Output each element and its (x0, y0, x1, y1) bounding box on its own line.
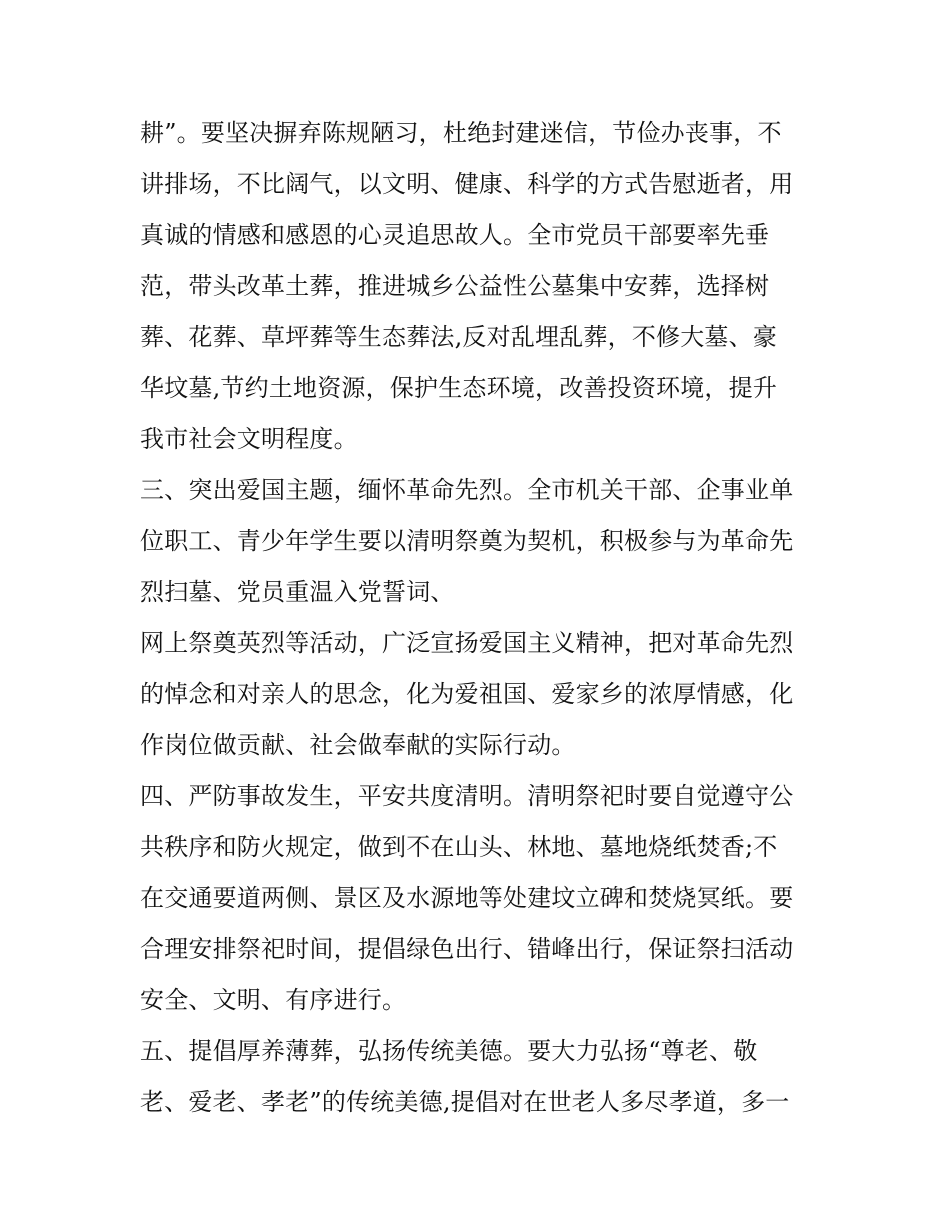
section-heading-line: 五、提倡厚养薄葬，弘扬传统美德。要大力弘扬“尊老、敬 (140, 1037, 758, 1065)
text-line: 耕”。要坚决摒弃陈规陋习，杜绝封建迷信，节俭办丧事，不 (140, 119, 782, 147)
section-heading-line: 四、严防事故发生，平安共度清明。清明祭祀时要自觉遵守公 (140, 782, 794, 810)
text-line: 共秩序和防火规定，做到不在山头、林地、墓地烧纸焚香;不 (140, 833, 778, 861)
text-line: 安全、文明、有序进行。 (140, 986, 407, 1014)
body-text (140, 108, 820, 1128)
text-line: 的悼念和对亲人的思念，化为爱祖国、爱家乡的浓厚情感，化 (140, 680, 794, 708)
text-line: 真诚的情感和感恩的心灵追思故人。全市党员干部要率先垂 (140, 221, 770, 249)
text-line: 位职工、青少年学生要以清明祭奠为契机，积极参与为革命先 (140, 527, 794, 555)
text-line: 作岗位做贡献、社会做奉献的实际行动。 (140, 731, 576, 759)
text-line: 烈扫墓、党员重温入党誓词、 (140, 578, 455, 606)
text-line: 葬、花葬、草坪葬等生态葬法,反对乱埋乱葬，不修大墓、豪 (140, 323, 778, 351)
text-line: 网上祭奠英烈等活动，广泛宣扬爱国主义精神，把对革命先烈 (140, 629, 794, 657)
text-line: 范，带头改革土葬，推进城乡公益性公墓集中安葬，选择树 (140, 272, 770, 300)
text-line: 讲排场，不比阔气，以文明、健康、科学的方式告慰逝者，用 (140, 170, 794, 198)
text-line: 在交通要道两侧、景区及水源地等处建坟立碑和焚烧冥纸。要 (140, 884, 794, 912)
text-line: 我市社会文明程度。 (140, 425, 358, 453)
text-line: 合理安排祭祀时间，提倡绿色出行、错峰出行，保证祭扫活动 (140, 935, 794, 963)
text-line: 老、爱老、孝老”的传统美德,提倡对在世老人多尽孝道，多一 (140, 1088, 790, 1116)
section-heading-line: 三、突出爱国主题，缅怀革命先烈。全市机关干部、企事业单 (140, 476, 794, 504)
text-line: 华坟墓,节约土地资源，保护生态环境，改善投资环境，提升 (140, 374, 778, 402)
